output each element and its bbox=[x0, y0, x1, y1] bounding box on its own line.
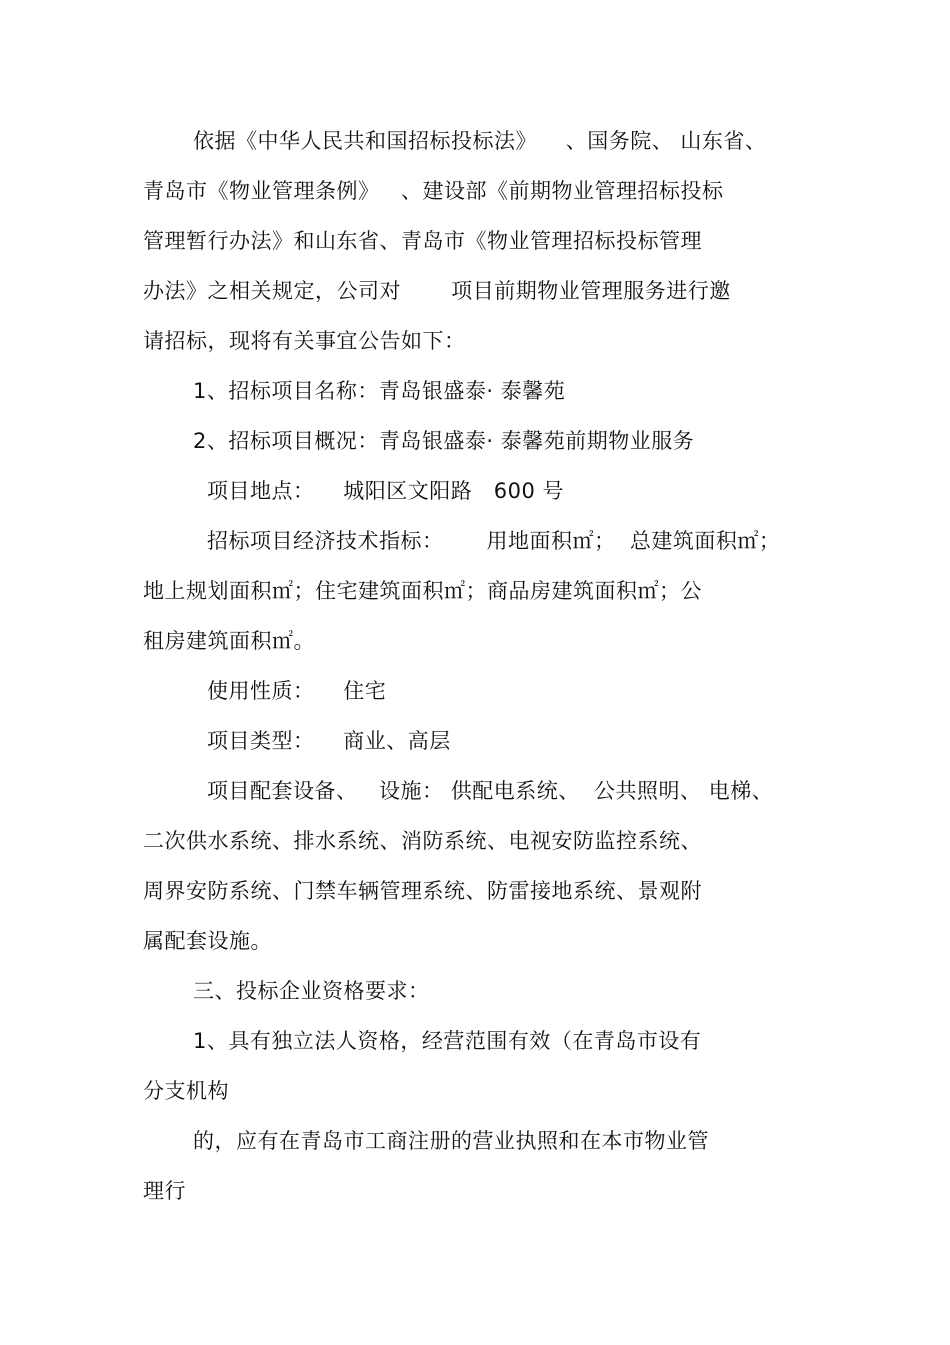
text-line: 二次供水系统、排水系统、消防系统、电视安防监控系统、 bbox=[143, 829, 702, 853]
text-line: 办法》之相关规定，公司对 项目前期物业管理服务进行邀 bbox=[143, 279, 731, 303]
text-line: 项目类型： 商业、高层 bbox=[207, 729, 451, 753]
text-line: 理行 bbox=[143, 1179, 186, 1203]
text-line: 招标项目经济技术指标： 用地面积㎡； 总建筑面积㎡； bbox=[207, 529, 781, 553]
text-line: 属配套设施。 bbox=[143, 929, 272, 953]
text-line: 三、投标企业资格要求： bbox=[193, 979, 430, 1003]
text-line: 使用性质： 住宅 bbox=[207, 679, 387, 703]
text-line: 2、招标项目概况：青岛银盛泰· 泰馨苑前期物业服务 bbox=[193, 429, 695, 453]
text-line: 项目配套设备、 设施： 供配电系统、 公共照明、 电梯、 bbox=[207, 779, 774, 803]
text-line: 的，应有在青岛市工商注册的营业执照和在本市物业管 bbox=[193, 1129, 709, 1153]
text-line: 请招标，现将有关事宜公告如下： bbox=[143, 329, 466, 353]
text-line: 分支机构 bbox=[143, 1079, 229, 1103]
text-line: 周界安防系统、门禁车辆管理系统、防雷接地系统、景观附 bbox=[143, 879, 702, 903]
text-line: 依据《中华人民共和国招标投标法》 、国务院、 山东省、 bbox=[193, 129, 767, 153]
text-line: 管理暂行办法》和山东省、青岛市《物业管理招标投标管理 bbox=[143, 229, 702, 253]
text-line: 地上规划面积㎡；住宅建筑面积㎡；商品房建筑面积㎡；公 bbox=[143, 579, 702, 603]
text-line: 租房建筑面积㎡。 bbox=[143, 629, 315, 653]
text-line: 1、招标项目名称：青岛银盛泰· 泰馨苑 bbox=[193, 379, 566, 403]
text-line: 1、具有独立法人资格，经营范围有效（在青岛市设有 bbox=[193, 1029, 702, 1053]
text-line: 项目地点： 城阳区文阳路 600 号 bbox=[207, 479, 564, 503]
text-line: 青岛市《物业管理条例》 、建设部《前期物业管理招标投标 bbox=[143, 179, 724, 203]
